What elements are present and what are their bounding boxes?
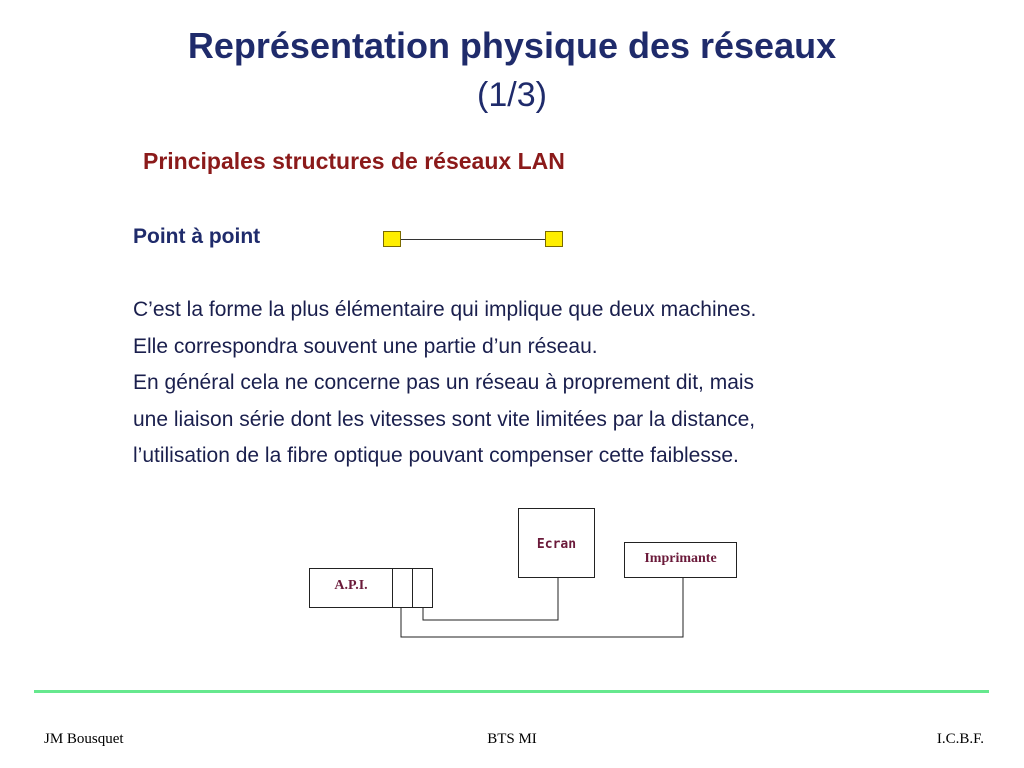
slide-subtitle: (1/3) bbox=[477, 76, 547, 114]
footer-author: JM Bousquet bbox=[44, 731, 124, 747]
imprimante-label: Imprimante bbox=[644, 551, 717, 566]
imprimante-box bbox=[624, 542, 737, 578]
footer-course: BTS MI bbox=[487, 731, 537, 747]
footer-divider bbox=[34, 690, 989, 693]
paragraph-line: une liaison série dont les vitesses sont vite limitées par la distance, bbox=[133, 407, 756, 431]
api-port-1 bbox=[392, 568, 413, 608]
ecran-label: Ecran bbox=[536, 537, 577, 552]
paragraph-line: En général cela ne concerne pas un réseau à proprement dit, mais bbox=[133, 371, 755, 394]
api-box bbox=[309, 568, 393, 608]
ecran-box bbox=[518, 508, 595, 578]
footer-school: I.C.B.F. bbox=[936, 731, 984, 747]
api-label: A.P.I. bbox=[334, 578, 368, 593]
paragraph-line: C’est la forme la plus élémentaire qui implique que deux machines. bbox=[133, 298, 757, 321]
api-port-2 bbox=[412, 568, 433, 608]
paragraph-line: l’utilisation de la fibre optique pouvant compenser cette faiblesse. bbox=[133, 444, 739, 467]
topology-label: Point à point bbox=[133, 225, 261, 248]
slide-title: Représentation physique des réseaux bbox=[187, 25, 837, 66]
paragraph-line: Elle correspondra souvent une partie d’un réseau. bbox=[133, 334, 598, 358]
section-heading: Principales structures de réseaux LAN bbox=[143, 148, 565, 174]
